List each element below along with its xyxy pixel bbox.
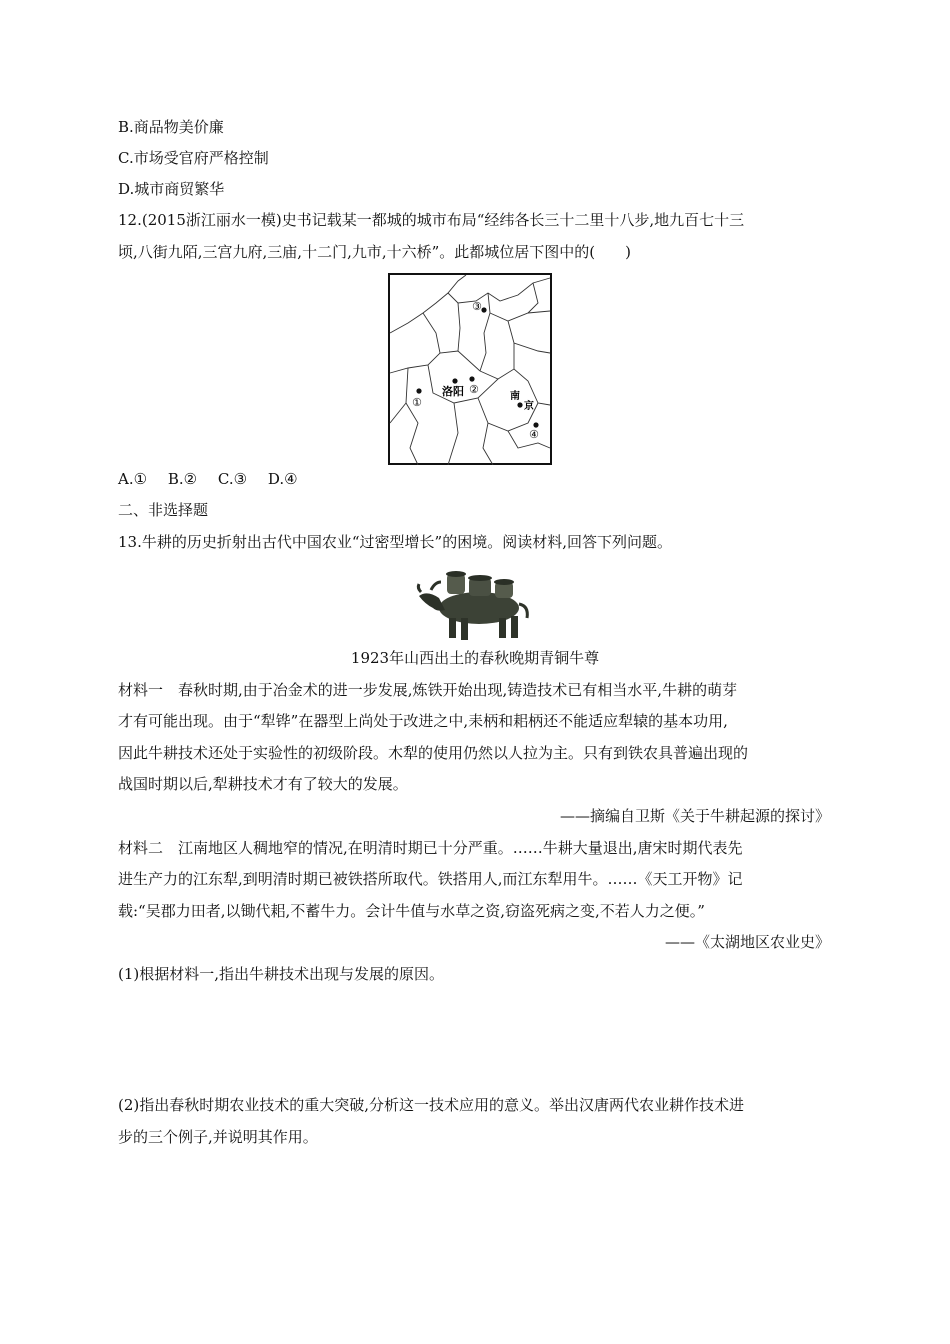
option-d: D.城市商贸繁华 bbox=[118, 180, 225, 198]
option-b: B.② bbox=[167, 470, 198, 488]
option-a: A.① bbox=[118, 470, 148, 488]
material-1-line3: 因此牛耕技术还处于实验性的初级阶段。木犁的使用仍然以人拉为主。只有到铁农具普遍出现的 bbox=[118, 744, 749, 762]
option-d: D.④ bbox=[267, 470, 298, 488]
option-b: B.商品物美价廉 bbox=[118, 118, 224, 136]
material-2-line2: 进生产力的江东犁,到明清时期已被铁搭所取代。铁搭用人,而江东犁用牛。……《天工开物》记 bbox=[118, 870, 743, 888]
map-marker-2: ② bbox=[469, 383, 479, 396]
option-c: C.③ bbox=[217, 470, 248, 488]
question-12-line1: 12.(2015浙江丽水一模)史书记载某一都城的城市布局“经纬各长三十二里十八步,地九百七十三 bbox=[118, 211, 745, 229]
china-region-map bbox=[388, 273, 552, 465]
map-label-luoyang: 洛阳 bbox=[442, 385, 464, 398]
sub-question-1: (1)根据材料一,指出牛耕技术出现与发展的原因。 bbox=[118, 965, 445, 983]
material-2-line1: 材料二 江南地区人稠地窄的情况,在明清时期已十分严重。……牛耕大量退出,唐宋时期代表先 bbox=[118, 839, 743, 857]
question-12-options bbox=[118, 469, 314, 489]
bronze-ox-zun-image bbox=[415, 568, 533, 644]
map-label-nanjing-1: 南 bbox=[510, 391, 520, 402]
sub-question-2-line2: 步的三个例子,并说明其作用。 bbox=[118, 1128, 318, 1146]
material-2-line3: 载:“吴郡力田者,以锄代耜,不蓄牛力。会计牛值与水草之资,窃盗死病之变,不若人力之便。” bbox=[118, 902, 705, 920]
sub-question-2-line1: (2)指出春秋时期农业技术的重大突破,分析这一技术应用的意义。举出汉唐两代农业耕作技术进 bbox=[118, 1096, 745, 1114]
material-1-source: ——摘编自卫斯《关于牛耕起源的探讨》 bbox=[559, 807, 830, 825]
section-heading: 二、非选择题 bbox=[118, 501, 209, 519]
material-1-line2: 才有可能出现。由于“犁铧”在器型上尚处于改进之中,耒柄和耜柄还不能适应犁辕的基本功用, bbox=[118, 712, 728, 730]
map-marker-4: ④ bbox=[529, 428, 539, 441]
map-label-nanjing-2: 京 bbox=[524, 401, 534, 412]
material-2-source: ——《太湖地区农业史》 bbox=[664, 933, 830, 951]
question-13-intro: 13.牛耕的历史折射出古代中国农业“过密型增长”的困境。阅读材料,回答下列问题。 bbox=[118, 533, 672, 551]
material-1-line1: 材料一 春秋时期,由于冶金术的进一步发展,炼铁开始出现,铸造技术已有相当水平,牛耕的萌芽 bbox=[118, 681, 738, 699]
image-caption: 1923年山西出土的春秋晚期青铜牛尊 bbox=[350, 649, 600, 667]
map-marker-3: ③ bbox=[472, 300, 482, 313]
question-12-line2: 顷,八街九陌,三宫九府,三庙,十二门,九市,十六桥”。此都城位居下图中的( ) bbox=[118, 243, 631, 261]
material-1-line4: 战国时期以后,犁耕技术才有了较大的发展。 bbox=[118, 775, 408, 793]
map-marker-1: ① bbox=[412, 396, 422, 409]
option-c: C.市场受官府严格控制 bbox=[118, 149, 269, 167]
